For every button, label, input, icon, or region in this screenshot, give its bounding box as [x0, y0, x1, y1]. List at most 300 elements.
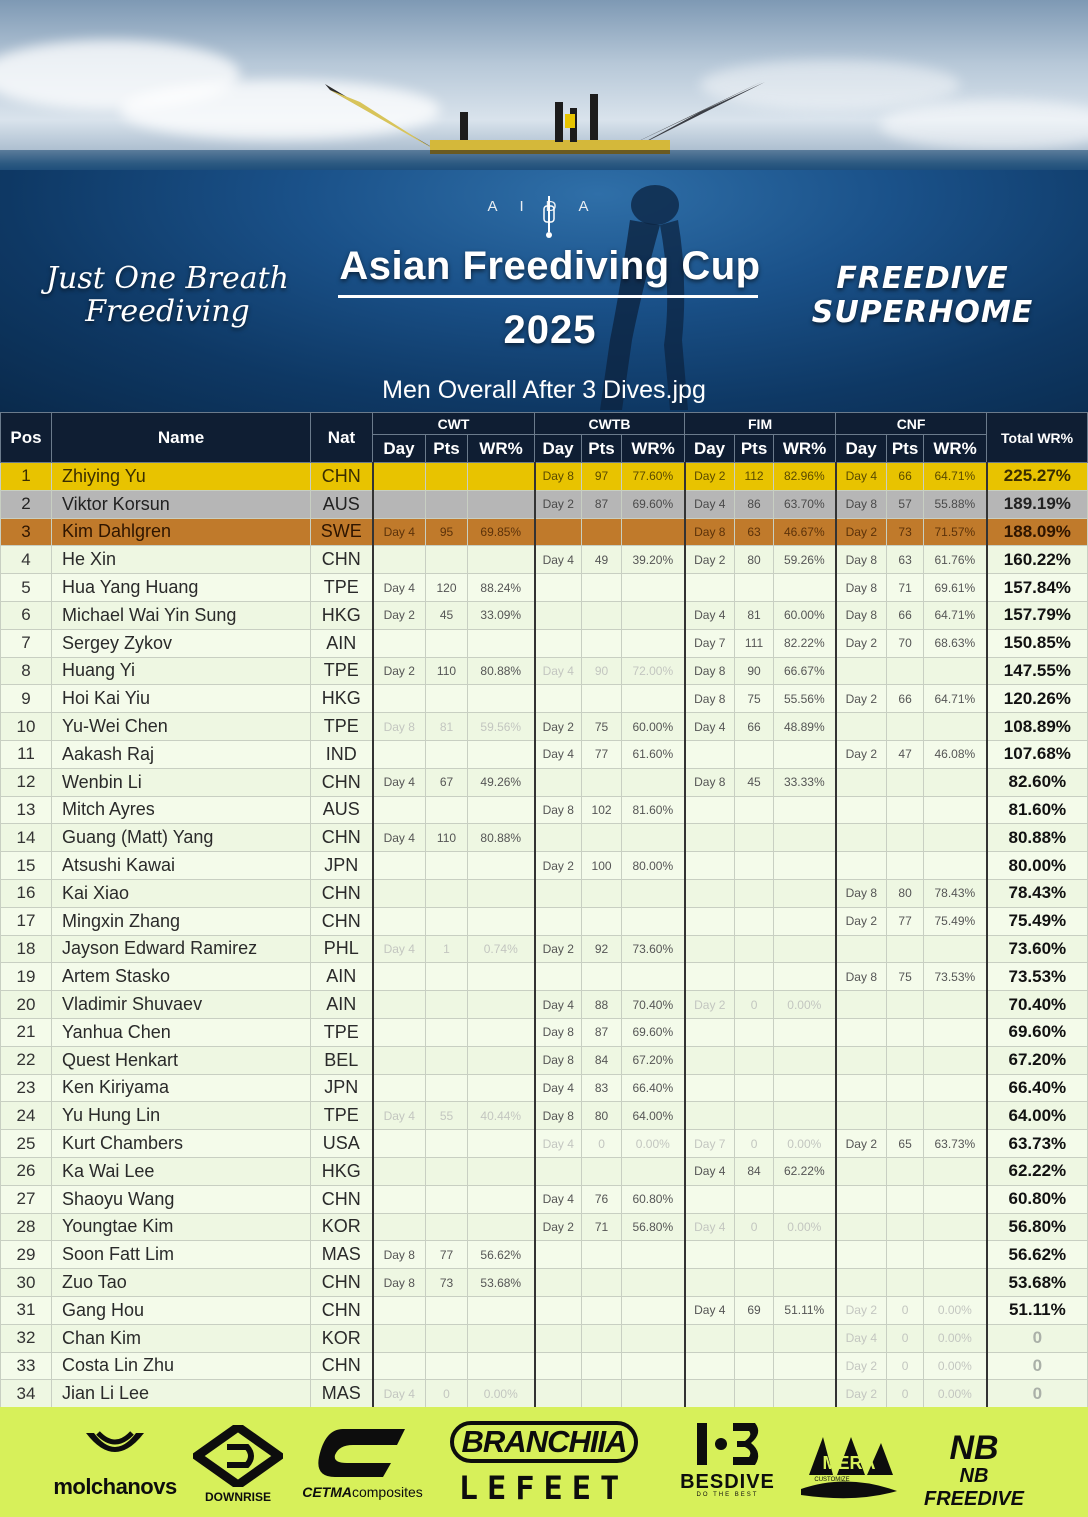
cell-cwtb-pts	[582, 824, 622, 852]
cell-fim-pts: 66	[735, 713, 774, 741]
cell-cwt-pts	[426, 463, 468, 491]
cell-cwtb-day: Day 8	[535, 796, 582, 824]
cell-cnf-wr: 73.53%	[924, 963, 987, 991]
cell-name: Kim Dahlgren	[52, 518, 311, 546]
cell-cnf-wr: 71.57%	[924, 518, 987, 546]
cell-cwt-pts	[426, 629, 468, 657]
cell-cwtb-pts: 90	[582, 657, 622, 685]
cell-cwtb-pts: 92	[582, 935, 622, 963]
cell-fim-wr: 59.26%	[774, 546, 836, 574]
cell-fim-wr	[774, 824, 836, 852]
cell-cwt-pts	[426, 796, 468, 824]
table-row	[1, 768, 1088, 796]
cell-nat: CHN	[311, 1269, 373, 1297]
cell-cnf-wr	[924, 991, 987, 1019]
cell-cwt-wr: 0.00%	[468, 1380, 535, 1408]
cell-cnf-wr: 0.00%	[924, 1324, 987, 1352]
cell-fim-wr	[774, 1352, 836, 1380]
cell-cwtb-pts: 87	[582, 1018, 622, 1046]
cell-cwtb-wr	[622, 685, 685, 713]
cell-name: Kai Xiao	[52, 879, 311, 907]
cell-name: Mitch Ayres	[52, 796, 311, 824]
cell-fim-pts	[735, 1352, 774, 1380]
cell-name: Gang Hou	[52, 1296, 311, 1324]
cell-fim-day: Day 8	[685, 657, 735, 685]
table-row	[1, 1018, 1088, 1046]
table-row	[1, 879, 1088, 907]
cell-nat: CHN	[311, 1185, 373, 1213]
cell-total: 56.80%	[987, 1213, 1088, 1241]
cell-fim-wr	[774, 879, 836, 907]
cell-total: 63.73%	[987, 1130, 1088, 1158]
col-cwtb-day: Day	[535, 435, 582, 463]
cell-fim-day: Day 4	[685, 713, 735, 741]
cell-cnf-wr: 75.49%	[924, 907, 987, 935]
col-nat: Nat	[311, 413, 373, 463]
cell-fim-pts	[735, 796, 774, 824]
cell-fim-day	[685, 824, 735, 852]
cell-nat: TPE	[311, 657, 373, 685]
cell-fim-pts	[735, 1185, 774, 1213]
cell-cnf-wr	[924, 1213, 987, 1241]
cell-cwtb-day	[535, 1296, 582, 1324]
cell-fim-day	[685, 879, 735, 907]
cell-cwtb-pts	[582, 601, 622, 629]
cell-cwt-day	[373, 963, 426, 991]
cell-total: 75.49%	[987, 907, 1088, 935]
cell-cwtb-pts: 49	[582, 546, 622, 574]
col-fim-day: Day	[685, 435, 735, 463]
cell-fim-pts	[735, 1324, 774, 1352]
cell-cwtb-wr: 64.00%	[622, 1102, 685, 1130]
cell-fim-wr: 0.00%	[774, 1213, 836, 1241]
cell-fim-day	[685, 852, 735, 880]
cell-fim-pts: 112	[735, 463, 774, 491]
cell-cwtb-day: Day 4	[535, 991, 582, 1019]
table-row	[1, 1241, 1088, 1269]
cell-cnf-day	[836, 824, 887, 852]
cell-fim-day	[685, 1269, 735, 1297]
cell-fim-wr	[774, 907, 836, 935]
cell-cnf-day: Day 2	[836, 1380, 887, 1408]
cell-cwtb-day: Day 4	[535, 546, 582, 574]
cell-cnf-pts: 70	[887, 629, 924, 657]
cell-total: 60.80%	[987, 1185, 1088, 1213]
cell-cnf-wr	[924, 796, 987, 824]
cell-cwt-day	[373, 1157, 426, 1185]
cell-total: 56.62%	[987, 1241, 1088, 1269]
besdive-icon	[693, 1421, 763, 1467]
cell-cwtb-pts	[582, 1157, 622, 1185]
cell-cwt-day	[373, 490, 426, 518]
cell-cnf-pts: 73	[887, 518, 924, 546]
col-cnf-wr: WR%	[924, 435, 987, 463]
cell-fim-wr: 46.67%	[774, 518, 836, 546]
cell-fim-wr	[774, 1018, 836, 1046]
cell-pos: 14	[1, 824, 52, 852]
table-row	[1, 574, 1088, 602]
cell-fim-pts: 75	[735, 685, 774, 713]
cell-cnf-day	[836, 1157, 887, 1185]
cell-fim-day	[685, 1046, 735, 1074]
cell-pos: 5	[1, 574, 52, 602]
cell-nat: CHN	[311, 768, 373, 796]
cell-name: Hoi Kai Yiu	[52, 685, 311, 713]
cell-cwtb-wr: 70.40%	[622, 991, 685, 1019]
cell-cnf-wr	[924, 768, 987, 796]
cell-cwtb-wr: 60.80%	[622, 1185, 685, 1213]
cell-cwt-pts	[426, 852, 468, 880]
cell-cwtb-day	[535, 1324, 582, 1352]
cell-fim-day	[685, 1241, 735, 1269]
cell-nat: JPN	[311, 1074, 373, 1102]
cell-name: Youngtae Kim	[52, 1213, 311, 1241]
cell-cwtb-day: Day 4	[535, 1074, 582, 1102]
cell-cwtb-pts: 76	[582, 1185, 622, 1213]
cell-name: Soon Fatt Lim	[52, 1241, 311, 1269]
cell-cnf-pts: 63	[887, 546, 924, 574]
cell-cnf-day: Day 8	[836, 963, 887, 991]
cell-fim-day: Day 4	[685, 1157, 735, 1185]
cell-total: 73.60%	[987, 935, 1088, 963]
cell-cwt-pts: 110	[426, 657, 468, 685]
table-row	[1, 1046, 1088, 1074]
cell-fim-day: Day 7	[685, 1130, 735, 1158]
cell-nat: CHN	[311, 1352, 373, 1380]
cell-cwt-pts	[426, 1074, 468, 1102]
cell-name: Mingxin Zhang	[52, 907, 311, 935]
cell-nat: USA	[311, 1130, 373, 1158]
cell-cwt-day	[373, 546, 426, 574]
cell-cwtb-day	[535, 879, 582, 907]
besdive-logo: BESDIVE DO THE BEST	[670, 1421, 785, 1498]
cell-cwtb-day: Day 4	[535, 1185, 582, 1213]
col-cwtb-pts: Pts	[582, 435, 622, 463]
cell-cnf-pts	[887, 991, 924, 1019]
event-year: 2025	[503, 308, 597, 352]
table-row	[1, 490, 1088, 518]
cell-cwtb-wr	[622, 1352, 685, 1380]
cell-cnf-day	[836, 991, 887, 1019]
table-row	[1, 796, 1088, 824]
cell-name: Atsushi Kawai	[52, 852, 311, 880]
cell-pos: 12	[1, 768, 52, 796]
cell-cnf-day: Day 2	[836, 685, 887, 713]
cell-cwtb-pts	[582, 1352, 622, 1380]
cell-fim-wr: 48.89%	[774, 713, 836, 741]
cell-cwt-pts: 0	[426, 1380, 468, 1408]
cell-pos: 2	[1, 490, 52, 518]
cell-name: Aakash Raj	[52, 740, 311, 768]
cell-cnf-pts: 65	[887, 1130, 924, 1158]
cell-fim-pts	[735, 935, 774, 963]
col-cnf-pts: Pts	[887, 435, 924, 463]
hero-banner	[0, 0, 1088, 412]
aida-logo: AIDA	[487, 198, 611, 215]
cell-cwt-wr	[468, 1130, 535, 1158]
cell-cwtb-wr	[622, 879, 685, 907]
cell-cwtb-day	[535, 824, 582, 852]
table-row	[1, 1380, 1088, 1408]
cell-pos: 29	[1, 1241, 52, 1269]
cell-cnf-day	[836, 852, 887, 880]
cell-name: Michael Wai Yin Sung	[52, 601, 311, 629]
cell-name: Shaoyu Wang	[52, 1185, 311, 1213]
cetma-icon	[313, 1425, 413, 1479]
cell-cwt-wr	[468, 1213, 535, 1241]
cell-cwt-wr: 33.09%	[468, 601, 535, 629]
cell-cwt-pts: 55	[426, 1102, 468, 1130]
cell-cwt-wr	[468, 1074, 535, 1102]
cell-fim-pts: 45	[735, 768, 774, 796]
cell-cwt-day	[373, 1018, 426, 1046]
cell-pos: 21	[1, 1018, 52, 1046]
cell-cwt-wr	[468, 685, 535, 713]
cell-fim-pts	[735, 1018, 774, 1046]
cell-cwtb-day: Day 2	[535, 490, 582, 518]
cell-cwtb-pts	[582, 1324, 622, 1352]
molchanovs-logo: molchanovs	[50, 1427, 180, 1498]
cell-cwt-day: Day 8	[373, 1241, 426, 1269]
cell-cwt-wr	[468, 1018, 535, 1046]
cell-pos: 34	[1, 1380, 52, 1408]
cell-cnf-pts: 0	[887, 1296, 924, 1324]
cell-cwtb-day: Day 8	[535, 1046, 582, 1074]
cell-cnf-wr: 64.71%	[924, 685, 987, 713]
molchanovs-icon	[80, 1427, 150, 1471]
cell-cwt-pts	[426, 879, 468, 907]
cell-pos: 23	[1, 1074, 52, 1102]
cell-cwt-wr	[468, 1324, 535, 1352]
cell-pos: 16	[1, 879, 52, 907]
cell-cnf-wr: 0.00%	[924, 1352, 987, 1380]
cell-cwtb-wr: 61.60%	[622, 740, 685, 768]
cell-total: 78.43%	[987, 879, 1088, 907]
cell-fim-wr	[774, 796, 836, 824]
cell-cwtb-wr	[622, 1380, 685, 1408]
cell-nat: TPE	[311, 1018, 373, 1046]
cell-cwt-pts	[426, 1157, 468, 1185]
cell-cwtb-pts	[582, 963, 622, 991]
cell-cnf-pts	[887, 1074, 924, 1102]
cell-cwt-wr: 40.44%	[468, 1102, 535, 1130]
cell-cwt-pts	[426, 1324, 468, 1352]
cell-cwtb-day: Day 2	[535, 713, 582, 741]
cell-pos: 4	[1, 546, 52, 574]
table-row	[1, 1130, 1088, 1158]
cell-cnf-pts	[887, 852, 924, 880]
cell-pos: 15	[1, 852, 52, 880]
cell-fim-day	[685, 796, 735, 824]
cell-cwt-day	[373, 1324, 426, 1352]
cell-cnf-pts: 80	[887, 879, 924, 907]
cell-cwt-day	[373, 1296, 426, 1324]
cell-cnf-pts: 47	[887, 740, 924, 768]
cell-cwt-wr	[468, 907, 535, 935]
cell-cnf-pts	[887, 824, 924, 852]
cell-nat: CHN	[311, 463, 373, 491]
cell-fim-day	[685, 907, 735, 935]
results-subtitle: Men Overall After 3 Dives.jpg	[382, 376, 706, 404]
cell-cwtb-pts: 83	[582, 1074, 622, 1102]
cell-fim-day	[685, 574, 735, 602]
nb-freedive-logo: NB NB FREEDIVE	[912, 1431, 1036, 1511]
cell-cwt-pts	[426, 740, 468, 768]
cell-cwtb-wr	[622, 574, 685, 602]
cell-cwtb-wr: 0.00%	[622, 1130, 685, 1158]
cell-cwtb-pts	[582, 1380, 622, 1408]
cell-cwtb-day	[535, 574, 582, 602]
cell-cnf-day	[836, 1213, 887, 1241]
cell-fim-wr	[774, 1185, 836, 1213]
cell-cwt-pts	[426, 546, 468, 574]
sponsor-bar	[0, 1407, 1088, 1517]
cell-fim-day	[685, 1185, 735, 1213]
cell-name: Ka Wai Lee	[52, 1157, 311, 1185]
cell-fim-day: Day 2	[685, 546, 735, 574]
table-row	[1, 963, 1088, 991]
cell-total: 160.22%	[987, 546, 1088, 574]
cell-pos: 3	[1, 518, 52, 546]
table-row	[1, 740, 1088, 768]
cell-name: Yu-Wei Chen	[52, 713, 311, 741]
cell-cwtb-pts: 77	[582, 740, 622, 768]
cell-cwt-day: Day 8	[373, 713, 426, 741]
cell-total: 81.60%	[987, 796, 1088, 824]
cell-name: Costa Lin Zhu	[52, 1352, 311, 1380]
cell-total: 150.85%	[987, 629, 1088, 657]
cell-pos: 19	[1, 963, 52, 991]
cell-name: Zhiying Yu	[52, 463, 311, 491]
cell-pos: 27	[1, 1185, 52, 1213]
cell-fim-day: Day 8	[685, 518, 735, 546]
cell-cnf-wr: 64.71%	[924, 601, 987, 629]
cell-cwt-day: Day 4	[373, 518, 426, 546]
table-row	[1, 907, 1088, 935]
cell-cwtb-day: Day 4	[535, 657, 582, 685]
cell-fim-pts: 90	[735, 657, 774, 685]
cell-cwt-pts: 77	[426, 1241, 468, 1269]
col-group-cwtb: CWTB	[535, 413, 685, 435]
cell-pos: 25	[1, 1130, 52, 1158]
col-group-fim: FIM	[685, 413, 836, 435]
cell-cwtb-wr	[622, 1296, 685, 1324]
cell-cnf-day: Day 2	[836, 1296, 887, 1324]
cell-cwtb-day	[535, 518, 582, 546]
cell-cwtb-day	[535, 1380, 582, 1408]
cell-cnf-day: Day 4	[836, 1324, 887, 1352]
table-row	[1, 1185, 1088, 1213]
cell-fim-pts: 84	[735, 1157, 774, 1185]
cell-nat: HKG	[311, 1157, 373, 1185]
cell-total: 120.26%	[987, 685, 1088, 713]
cell-cwt-pts: 73	[426, 1269, 468, 1297]
cell-total: 108.89%	[987, 713, 1088, 741]
cell-fim-wr	[774, 1102, 836, 1130]
cell-fim-pts: 111	[735, 629, 774, 657]
cell-cnf-pts	[887, 1018, 924, 1046]
cell-total: 62.22%	[987, 1157, 1088, 1185]
cell-total: 0	[987, 1324, 1088, 1352]
cell-cwt-day	[373, 1130, 426, 1158]
cell-pos: 20	[1, 991, 52, 1019]
results-table	[0, 412, 1088, 1408]
cell-cwt-pts: 45	[426, 601, 468, 629]
cell-cnf-wr	[924, 1018, 987, 1046]
cell-cwtb-pts	[582, 907, 622, 935]
cell-cnf-pts: 0	[887, 1380, 924, 1408]
cell-nat: CHN	[311, 907, 373, 935]
cell-cwt-day: Day 8	[373, 1269, 426, 1297]
cell-total: 66.40%	[987, 1074, 1088, 1102]
cell-cwt-pts	[426, 1018, 468, 1046]
cell-total: 80.00%	[987, 852, 1088, 880]
cell-fim-day	[685, 1018, 735, 1046]
cell-name: Zuo Tao	[52, 1269, 311, 1297]
cell-name: Hua Yang Huang	[52, 574, 311, 602]
cell-fim-pts	[735, 852, 774, 880]
cell-fim-day: Day 8	[685, 685, 735, 713]
cell-cwt-day	[373, 991, 426, 1019]
cell-cnf-wr: 0.00%	[924, 1296, 987, 1324]
cell-cnf-day: Day 2	[836, 907, 887, 935]
cell-cwt-day: Day 2	[373, 601, 426, 629]
cell-cwtb-day: Day 2	[535, 852, 582, 880]
cell-cnf-day	[836, 1018, 887, 1046]
cell-fim-wr: 62.22%	[774, 1157, 836, 1185]
cell-cnf-day	[836, 768, 887, 796]
cell-nat: AIN	[311, 963, 373, 991]
cell-cwtb-pts	[582, 768, 622, 796]
cell-cnf-wr	[924, 1185, 987, 1213]
cell-cnf-day	[836, 1269, 887, 1297]
cell-cwtb-wr: 73.60%	[622, 935, 685, 963]
cell-cnf-pts	[887, 1046, 924, 1074]
cell-cnf-pts: 71	[887, 574, 924, 602]
table-row	[1, 518, 1088, 546]
table-row	[1, 463, 1088, 491]
cell-cwt-wr	[468, 546, 535, 574]
cell-pos: 32	[1, 1324, 52, 1352]
cell-nat: KOR	[311, 1213, 373, 1241]
cell-cwtb-pts	[582, 1269, 622, 1297]
cell-cnf-wr: 69.61%	[924, 574, 987, 602]
cell-name: He Xin	[52, 546, 311, 574]
cell-cwt-pts: 110	[426, 824, 468, 852]
cell-cnf-pts	[887, 713, 924, 741]
table-row	[1, 1296, 1088, 1324]
cell-fim-wr	[774, 1324, 836, 1352]
cell-cwtb-wr	[622, 963, 685, 991]
cell-name: Sergey Zykov	[52, 629, 311, 657]
cell-cnf-pts	[887, 1185, 924, 1213]
cell-cwt-wr	[468, 740, 535, 768]
cell-cnf-wr: 64.71%	[924, 463, 987, 491]
table-row	[1, 1324, 1088, 1352]
cell-fim-pts: 81	[735, 601, 774, 629]
col-cwt-pts: Pts	[426, 435, 468, 463]
cell-cwt-wr: 53.68%	[468, 1269, 535, 1297]
cell-pos: 30	[1, 1269, 52, 1297]
cell-cwtb-pts: 102	[582, 796, 622, 824]
cell-cwt-day	[373, 1185, 426, 1213]
cell-cwtb-day	[535, 601, 582, 629]
cell-cnf-pts	[887, 657, 924, 685]
cell-cwtb-wr	[622, 601, 685, 629]
cell-fim-day: Day 8	[685, 768, 735, 796]
cell-total: 64.00%	[987, 1102, 1088, 1130]
cell-cnf-wr: 0.00%	[924, 1380, 987, 1408]
